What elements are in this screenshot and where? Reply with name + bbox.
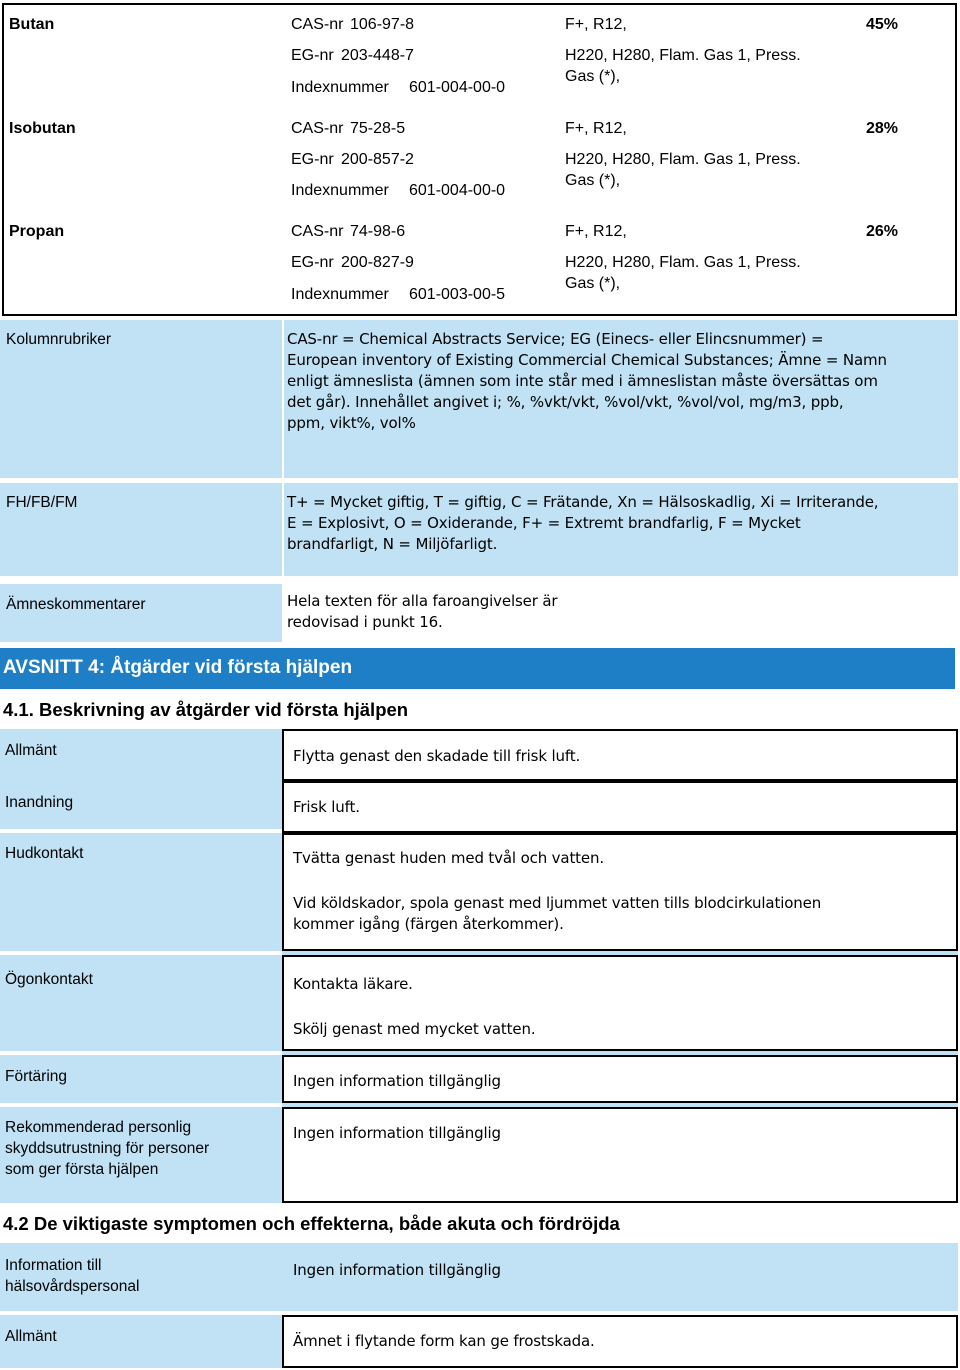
fh-label: FH/FB/FM xyxy=(6,494,78,511)
index-label: Indexnummer xyxy=(291,286,389,303)
index-number: 601-003-00-5 xyxy=(409,286,506,303)
fh-line: brandfarligt, N = Miljöfarligt. xyxy=(287,535,498,553)
index-label: Indexnummer xyxy=(291,182,389,199)
fh-line: T+ = Mycket giftig, T = giftig, C = Frätande, Xn = Hälsoskadlig, Xi = Irriterande, xyxy=(287,493,879,511)
cas-label: CAS-nr xyxy=(291,223,344,240)
eg-label: EG-nr xyxy=(291,254,334,271)
ingredients-table xyxy=(2,3,957,316)
cas-number: 74-98-6 xyxy=(350,223,406,240)
hudkontakt-extra: Vid köldskador, spola genast med ljummet vatten tills blodcirkulationen xyxy=(293,894,822,912)
ingredient-name: Isobutan xyxy=(9,120,76,137)
rekommenderad-text: Ingen information tillgänglig xyxy=(293,1124,501,1142)
kolumnrubriker-line: CAS-nr = Chemical Abstracts Service; EG (Einecs- eller Elincsnummer) = xyxy=(287,330,824,348)
eg-number: 203-448-7 xyxy=(341,47,414,64)
eg-number: 200-827-9 xyxy=(341,254,414,271)
concentration: 28% xyxy=(866,120,899,137)
classification: F+, R12, xyxy=(565,223,627,240)
hudkontakt-extra: kommer igång (färgen återkommer). xyxy=(293,915,564,933)
ingredient-name: Propan xyxy=(9,223,65,240)
ingredient-name: Butan xyxy=(9,16,55,33)
cas-label: CAS-nr xyxy=(291,16,344,33)
allmant2-label: Allmänt xyxy=(5,1328,57,1345)
inandning-label: Inandning xyxy=(5,794,74,811)
allmant2-text: Ämnet i flytande form kan ge frostskada. xyxy=(293,1332,595,1350)
allmant-label: Allmänt xyxy=(5,742,57,759)
amneskommentarer-line: redovisad i punkt 16. xyxy=(287,613,443,631)
info-label: Information till xyxy=(5,1257,102,1274)
rekommenderad-label: som ger första hjälpen xyxy=(5,1161,159,1178)
fortaring-label: Förtäring xyxy=(5,1068,68,1085)
cas-number: 106-97-8 xyxy=(350,16,415,33)
eg-label: EG-nr xyxy=(291,151,334,168)
subsection-4-2-title: 4.2 De viktigaste symptomen och effekterna, både akuta och fördröjda xyxy=(3,1213,620,1234)
kolumnrubriker-line: European inventory of Existing Commercial Chemical Substances; Ämne = Namn xyxy=(287,351,887,369)
amneskommentarer-label: Ämneskommentarer xyxy=(6,596,146,613)
kolumnrubriker-line: det går). Innehållet angivet i; %, %vkt/vkt, %vol/vkt, %vol/vol, mg/m3, ppb, xyxy=(287,393,844,411)
classification: Gas (*), xyxy=(565,172,621,189)
ogonkontakt-label: Ögonkontakt xyxy=(5,971,93,988)
classification: F+, R12, xyxy=(565,16,627,33)
hudkontakt-label: Hudkontakt xyxy=(5,845,84,862)
cas-label: CAS-nr xyxy=(291,120,344,137)
inandning-value-box xyxy=(282,781,958,833)
amneskommentarer-line: Hela texten för alla faroangivelser är xyxy=(287,592,558,610)
fortaring-text: Ingen information tillgänglig xyxy=(293,1072,501,1090)
inandning-text: Frisk luft. xyxy=(293,798,360,816)
index-label: Indexnummer xyxy=(291,79,389,96)
eg-label: EG-nr xyxy=(291,47,334,64)
index-number: 601-004-00-0 xyxy=(409,79,506,96)
concentration: 26% xyxy=(866,223,899,240)
info-text: Ingen information tillgänglig xyxy=(293,1261,501,1279)
kolumnrubriker-label: Kolumnrubriker xyxy=(6,331,112,348)
classification: Gas (*), xyxy=(565,275,621,292)
ogonkontakt-text: Kontakta läkare. xyxy=(293,975,413,993)
classification: H220, H280, Flam. Gas 1, Press. xyxy=(565,151,801,168)
eg-number: 200-857-2 xyxy=(341,151,414,168)
subsection-4-1-title: 4.1. Beskrivning av åtgärder vid första hjälpen xyxy=(3,699,409,720)
cas-number: 75-28-5 xyxy=(350,120,406,137)
kolumnrubriker-line: enligt ämneslista (ämnen som inte står med i ämneslistan måste översättas om xyxy=(287,372,878,390)
rekommenderad-label: Rekommenderad personlig xyxy=(5,1119,192,1136)
info-label: hälsovårdspersonal xyxy=(5,1278,140,1295)
rekommenderad-label: skyddsutrustning för personer xyxy=(5,1140,210,1157)
classification: Gas (*), xyxy=(565,68,621,85)
ogonkontakt-extra: Skölj genast med mycket vatten. xyxy=(293,1020,536,1038)
classification: H220, H280, Flam. Gas 1, Press. xyxy=(565,254,801,271)
section-4-title: AVSNITT 4: Åtgärder vid första hjälpen xyxy=(3,657,353,678)
rekommenderad-value-box xyxy=(282,1107,958,1203)
classification: H220, H280, Flam. Gas 1, Press. xyxy=(565,47,801,64)
index-number: 601-004-00-0 xyxy=(409,182,506,199)
kolumnrubriker-line: ppm, vikt%, vol% xyxy=(287,414,416,432)
concentration: 45% xyxy=(866,16,899,33)
fh-line: E = Explosivt, O = Oxiderande, F+ = Extremt brandfarlig, F = Mycket xyxy=(287,514,801,532)
classification: F+, R12, xyxy=(565,120,627,137)
hudkontakt-text: Tvätta genast huden med tvål och vatten. xyxy=(293,849,604,867)
allmant-text: Flytta genast den skadade till frisk luft. xyxy=(293,747,581,765)
